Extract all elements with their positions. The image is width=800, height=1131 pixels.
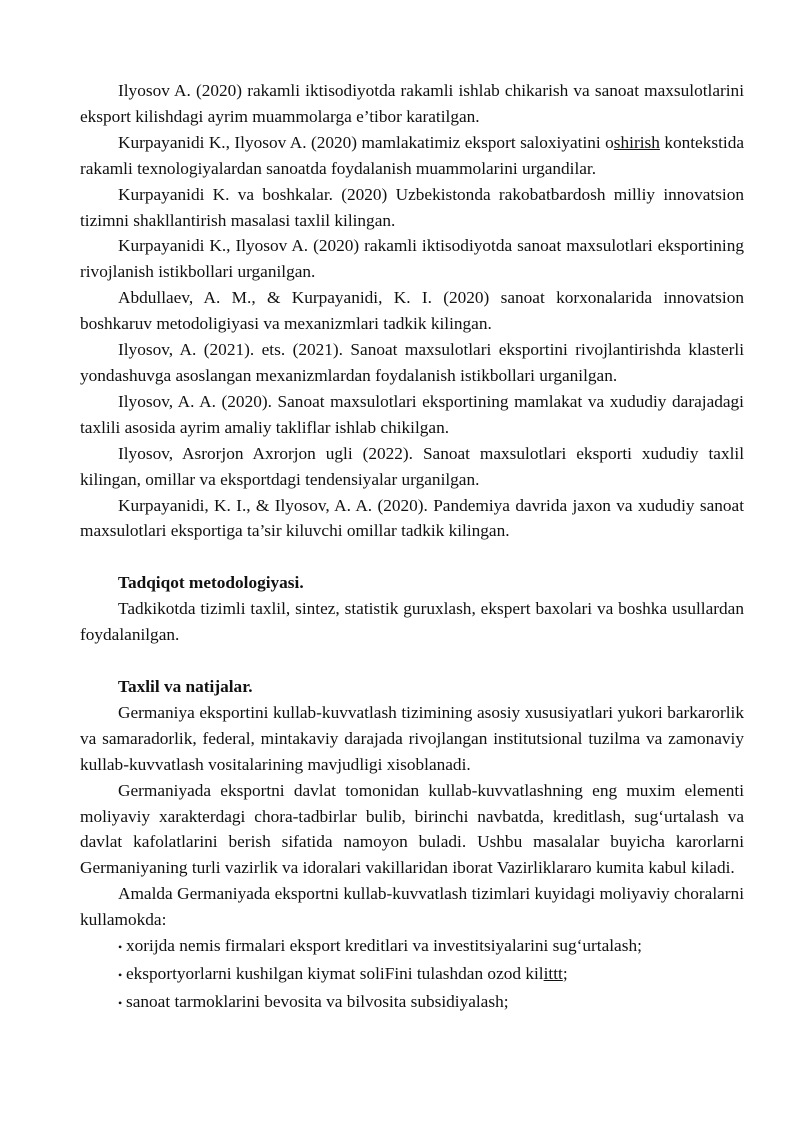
literature-paragraph: Ilyosov, Asrorjon Axrorjon ugli (2022). Sanoat maxsulotlari eksporti xududiy taxlil kilingan, omillar va eksportdagi tendensiyalar urganilgan. [80,443,744,489]
results-paragraph: Amalda Germaniyada eksportni kullab-kuvvatlash tizimlari kuyidagi moliyaviy choralarni kullamokda: [80,884,744,930]
literature-paragraph: Kurpayanidi, K. I., & Ilyosov, A. A. (2020). Pandemiya davrida jaxon va xududiy sanoat maxsulotlari eksportiga ta’sir kiluvchi omillar tadkik kilingan. [80,495,744,541]
financial-measures-list [80,933,744,1017]
literature-paragraph: Ilyosov, A. (2021). ets. (2021). Sanoat maxsulotlari eksportini rivojlantirishda klasterli yondashuvga asoslangan mexanizmlardan foydalanish istikbollari urganilgan. [80,340,744,385]
text-fragment: Kurpayanidi K., Ilyosov A. (2020) mamlakatimiz eksport saloxiyatini o [118,132,614,152]
bullet-icon: • [118,995,123,1010]
list-item-text: ; [562,964,568,983]
literature-paragraph: Ilyosov, A. A. (2020). Sanoat maxsulotlari eksportining mamlakat va xududiy darajadagi taxlili asosida ayrim amaliy takliflar ishlab chikilgan. [80,391,744,437]
section-heading: Tadqiqot metodologiyasi. [118,573,304,593]
results-paragraph: Germaniyada eksportni davlat tomonidan kullab-kuvvatlashning eng muxim elementi moliyaviy xarakterdagi chora-tadbirlar bulib, birinchi navbatda, kreditlash, sug‘urtalash va davlat kafolatlarini berish sifatida namoyon buladi. Ushbu masalalar buyicha karorlarni Germaniyaning turli vazirlik va idoralari vakillaridan iborat Vazirliklararo kumita kabul kiladi. [80,780,744,878]
literature-paragraph: Kurpayanidi K., Ilyosov A. (2020) rakamli iktisodiyotda sanoat maxsulotlari eksportining rivojlanish istikbollari urganilgan. [80,236,744,282]
list-item [80,961,744,989]
results-paragraph: Germaniya eksportini kullab-kuvvatlash tizimining asosiy xususiyatlari yukori barkarorlik va samaradorlik, federal, mintakaviy darajada rivojlangan institutsional tuzilma va zamonaviy kullab-kuvvatlash vositalarining mavjudligi xisoblanadi. [80,702,744,774]
literature-paragraph [80,130,744,182]
list-item-text: xorijda nemis firmalari eksport kreditlari va investitsiyalarini sug‘urtalash; [126,936,642,956]
bullet-icon: • [118,968,123,982]
literature-paragraph: Abdullaev, A. M., & Kurpayanidi, K. I. (2020) sanoat korxonalarida innovatsion boshkaruv metodoligiyasi va mexanizmlari tadkik kilingan. [80,288,744,334]
underlined-text: shirish [613,132,660,152]
list-item [80,933,744,961]
text-fragment: kontekstida rakamli texnologiyalardan sanoatda foydalanish muammolarini urgandilar. [80,132,745,178]
literature-paragraph: Ilyosov A. (2020) rakamli iktisodiyotda rakamli ishlab chikarish va sanoat maxsulotlarini eksport kilishdagi ayrim muammolarga e’tibor karatilgan. [80,81,744,126]
section-heading: Taxlil va natijalar. [118,677,253,697]
bullet-icon: • [118,940,123,955]
list-item-text: sanoat tarmoklarini bevosita va bilvosita subsidiyalash; [126,991,509,1011]
methodology-paragraph: Tadkikotda tizimli taxlil, sintez, statistik guruxlash, ekspert baxolari va boshka usullardan foydalanilgan. [80,599,744,645]
literature-paragraph: Kurpayanidi K. va boshkalar. (2020) Uzbekistonda rakobatbardosh milliy innovatsion tizimni shakllantirish masalasi taxlil kilingan. [80,184,744,230]
methodology-section [80,570,744,648]
list-item-text: eksportyorlarni kushilgan kiymat soliFini tulashdan ozod kil [126,964,544,983]
document-page [80,78,744,1017]
underlined-text: ittt [543,964,563,983]
results-section [80,674,744,1017]
list-item [80,989,744,1017]
literature-review [80,78,744,544]
